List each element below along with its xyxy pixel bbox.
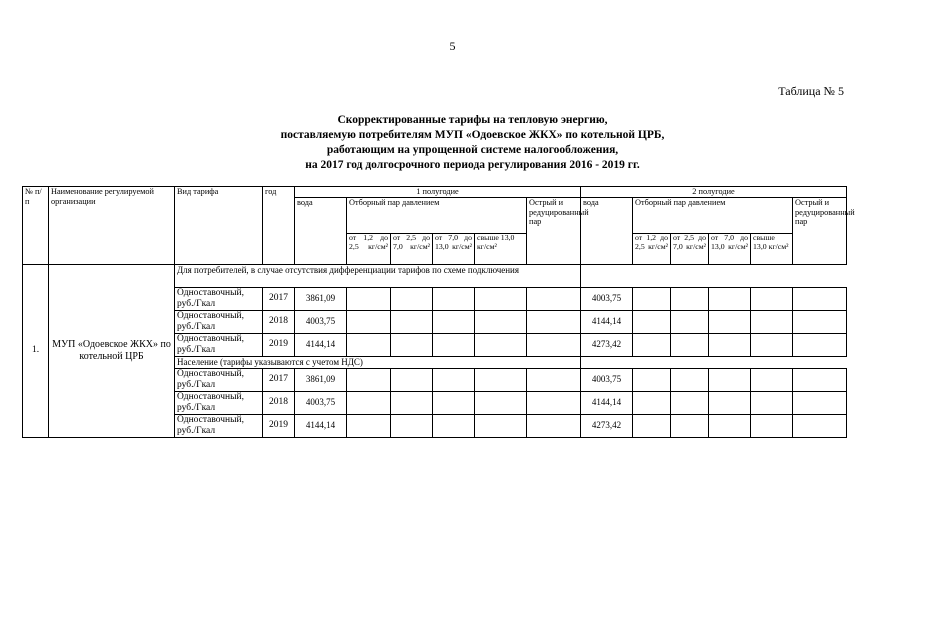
header-org: Наименование регулируемой организации xyxy=(49,187,175,265)
h2-water-value: 4144,14 xyxy=(581,392,633,415)
tariff-year: 2017 xyxy=(263,369,295,392)
header-water-2: вода xyxy=(581,198,633,265)
header-kind: Вид тарифа xyxy=(175,187,263,265)
dash-cell xyxy=(527,369,581,392)
dash-cell xyxy=(671,415,709,438)
tariff-kind: Одноставочный, руб./Гкал xyxy=(175,369,263,392)
tariff-year: 2018 xyxy=(263,392,295,415)
dash-cell xyxy=(391,334,433,357)
dash-cell xyxy=(793,288,847,311)
dash-cell xyxy=(433,288,475,311)
dash-cell xyxy=(433,369,475,392)
dash-cell xyxy=(709,288,751,311)
dash-cell xyxy=(671,311,709,334)
dash-cell xyxy=(671,369,709,392)
dash-cell xyxy=(433,311,475,334)
h1-water-value: 4144,14 xyxy=(295,415,347,438)
dash-cell xyxy=(391,311,433,334)
header-range-1-1: от 1,2 до 2,5 кг/см² xyxy=(347,234,391,265)
dash-cell xyxy=(671,334,709,357)
h1-water-value: 4003,75 xyxy=(295,392,347,415)
dash-cell xyxy=(347,369,391,392)
header-sharp-steam-1: Острый и редуцированный пар xyxy=(527,198,581,265)
dash-cell xyxy=(347,415,391,438)
tariff-year: 2018 xyxy=(263,311,295,334)
header-range-1-2: от 2,5 до 7,0 кг/см² xyxy=(391,234,433,265)
dash-cell xyxy=(633,311,671,334)
h2-water-value: 4273,42 xyxy=(581,415,633,438)
tariff-kind: Одноставочный, руб./Гкал xyxy=(175,334,263,357)
header-water-1: вода xyxy=(295,198,347,265)
section-consumers: Для потребителей, в случае отсутствия дифференциации тарифов по схеме подключения xyxy=(175,265,581,288)
header-year: год xyxy=(263,187,295,265)
h2-water-value: 4003,75 xyxy=(581,288,633,311)
dash-cell xyxy=(709,415,751,438)
dash-cell xyxy=(709,334,751,357)
header-half-1: 1 полугодие xyxy=(295,187,581,198)
h1-water-value: 4144,14 xyxy=(295,334,347,357)
header-range-1-3: от 7,0 до 13,0 кг/см² xyxy=(433,234,475,265)
dash-cell xyxy=(391,392,433,415)
tariff-kind: Одноставочный, руб./Гкал xyxy=(175,392,263,415)
dash-cell xyxy=(633,288,671,311)
dash-cell xyxy=(433,415,475,438)
tariff-kind: Одноставочный, руб./Гкал xyxy=(175,415,263,438)
dash-cell xyxy=(633,415,671,438)
title-line-1: Скорректированные тарифы на тепловую энергию, xyxy=(337,114,608,126)
dash-cell xyxy=(793,369,847,392)
dash-cell xyxy=(793,334,847,357)
dash-cell xyxy=(793,392,847,415)
title-line-3: работающим на упрощенной системе налогообложения, xyxy=(326,144,619,156)
page-number: 5 xyxy=(449,39,456,53)
tariff-year: 2019 xyxy=(263,334,295,357)
header-range-1-4: свыше 13,0 кг/см² xyxy=(475,234,527,265)
tariff-kind: Одноставочный, руб./Гкал xyxy=(175,311,263,334)
h2-water-value: 4144,14 xyxy=(581,311,633,334)
dash-cell xyxy=(633,334,671,357)
dash-cell xyxy=(391,415,433,438)
dash-cell xyxy=(671,392,709,415)
dash-cell xyxy=(475,392,527,415)
dash-cell xyxy=(391,369,433,392)
dash-cell xyxy=(475,334,527,357)
dash-cell xyxy=(347,288,391,311)
header-sharp-steam-2: Острый и редуцированный пар xyxy=(793,198,847,265)
dash-cell xyxy=(433,392,475,415)
dash-cell xyxy=(475,415,527,438)
dash-cell xyxy=(347,392,391,415)
table-label: Таблица № 5 xyxy=(778,84,844,98)
dash-cell xyxy=(709,369,751,392)
dash-cell xyxy=(527,288,581,311)
dash-cell xyxy=(793,311,847,334)
tariff-kind: Одноставочный, руб./Гкал xyxy=(175,288,263,311)
header-num: № п/п xyxy=(23,187,49,265)
header-range-2-3: от 7,0 до 13,0 кг/см² xyxy=(709,234,751,265)
title-line-4: на 2017 год долгосрочного периода регулирования 2016 - 2019 гг. xyxy=(305,159,640,171)
dash-cell xyxy=(527,415,581,438)
header-range-2-1: от 1,2 до 2,5 кг/см² xyxy=(633,234,671,265)
h1-water-value: 3861,09 xyxy=(295,369,347,392)
dash-cell xyxy=(751,288,793,311)
header-range-2-4: свыше 13,0 кг/см² xyxy=(751,234,793,265)
dash-cell xyxy=(475,288,527,311)
h2-water-value: 4003,75 xyxy=(581,369,633,392)
title-line-2: поставляемую потребителям МУП «Одоевское ЖКХ» по котельной ЦРБ, xyxy=(280,129,665,141)
dash-cell xyxy=(633,392,671,415)
dash-cell xyxy=(633,369,671,392)
tariff-year: 2017 xyxy=(263,288,295,311)
dash-cell xyxy=(751,334,793,357)
dash-cell xyxy=(475,369,527,392)
dash-cell xyxy=(527,311,581,334)
dash-cell xyxy=(347,334,391,357)
dash-cell xyxy=(751,415,793,438)
h2-water-value: 4273,42 xyxy=(581,334,633,357)
dash-cell xyxy=(527,392,581,415)
dash-cell xyxy=(475,311,527,334)
h1-water-value: 3861,09 xyxy=(295,288,347,311)
tariff-year: 2019 xyxy=(263,415,295,438)
header-range-2-2: от 2,5 до 7,0 кг/см² xyxy=(671,234,709,265)
header-half-2: 2 полугодие xyxy=(581,187,847,198)
dash-cell xyxy=(793,415,847,438)
section-population: Население (тарифы указываются с учетом НДС) xyxy=(175,357,581,369)
document-title xyxy=(0,113,945,173)
dash-cell xyxy=(751,369,793,392)
dash-cell xyxy=(751,392,793,415)
tariff-table xyxy=(22,186,855,438)
row-index: 1. xyxy=(23,265,49,438)
dash-cell xyxy=(433,334,475,357)
dash-cell xyxy=(671,288,709,311)
dash-cell xyxy=(709,311,751,334)
header-steam-2: Отборный пар давлением xyxy=(633,198,793,234)
dash-cell xyxy=(527,334,581,357)
dash-cell xyxy=(347,311,391,334)
h1-water-value: 4003,75 xyxy=(295,311,347,334)
dash-cell xyxy=(709,392,751,415)
dash-cell xyxy=(751,311,793,334)
organization-name: МУП «Одоевское ЖКХ» по котельной ЦРБ xyxy=(49,265,175,438)
dash-cell xyxy=(391,288,433,311)
header-steam-1: Отборный пар давлением xyxy=(347,198,527,234)
